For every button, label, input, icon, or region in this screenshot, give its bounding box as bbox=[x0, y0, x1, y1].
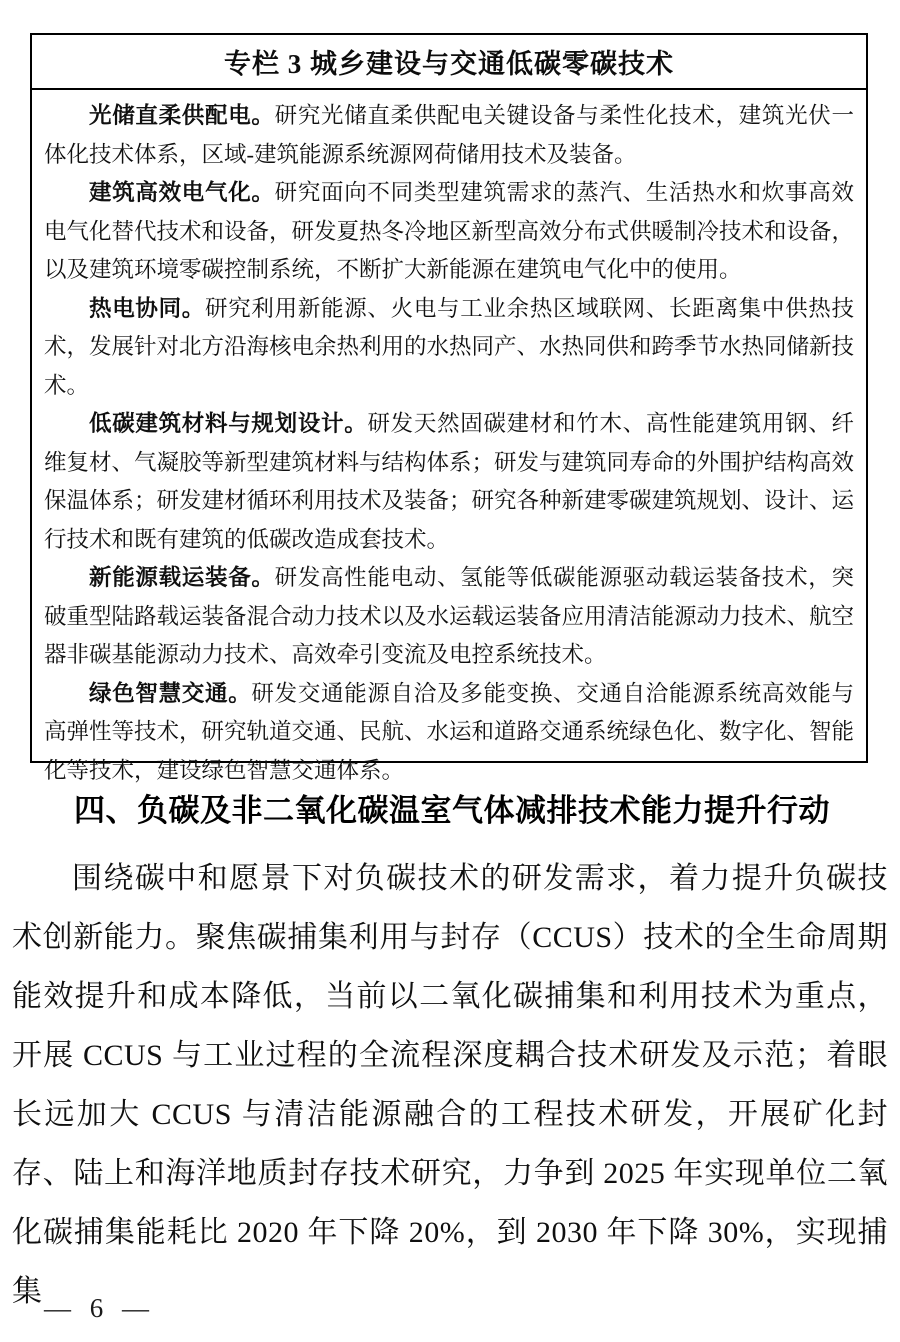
box-paragraph-3-lead: 热电协同。 bbox=[89, 295, 206, 321]
section-heading-4: 四、负碳及非二氧化碳温室气体减排技术能力提升行动 bbox=[74, 793, 830, 828]
callout-box-column-3 bbox=[30, 33, 868, 783]
box-paragraph-3 bbox=[44, 290, 854, 406]
box-paragraph-4-text: 研发天然固碳建材和竹木、高性能建筑用钢、纤维复材、气凝胶等新型建筑材料与结构体系；研发与建筑同寿命的外围护结构高效保温体系；研发建材循环利用技术及装备；研究各种新建零碳建筑规划、设计、运行技术和既有建筑的低碳改造成套技术。 bbox=[44, 411, 855, 552]
box-paragraph-5-text: 研发高性能电动、氢能等低碳能源驱动载运装备技术，突破重型陆路载运装备混合动力技术以及水运载运装备应用清洁能源动力技术、航空器非碳基能源动力技术、高效牵引变流及电控系统技术。 bbox=[44, 565, 855, 667]
box-paragraph-6 bbox=[44, 675, 854, 791]
box-paragraph-6-lead: 绿色智慧交通。 bbox=[89, 680, 252, 706]
box-paragraph-1-lead: 光储直柔供配电。 bbox=[89, 103, 275, 128]
box-paragraph-2 bbox=[44, 174, 854, 290]
section-body-paragraph: 围绕碳中和愿景下对负碳技术的研发需求，着力提升负碳技术创新能力。聚焦碳捕集利用与封存（CCUS）技术的全生命周期能效提升和成本降低，当前以二氧化碳捕集和利用技术为重点，开展 CCUS 与工业过程的全流程深度耦合技术研发及示范；着眼长远加大 CCUS 与清洁能源融合的工程技术研发，开展矿化封存、陆上和海洋地质封存技术研究，力争到 2025 年实现单位二氧化碳捕集能耗比 2020 年下降 20%，到 2030 年下降 30%，实现捕集 bbox=[12, 862, 888, 1308]
box-paragraph-1 bbox=[44, 97, 854, 174]
box-paragraph-3-text: 研究利用新能源、火电与工业余热区域联网、长距离集中供热技术，发展针对北方沿海核电余热利用的水热同产、水热同供和跨季节水热同储新技术。 bbox=[44, 295, 855, 398]
box-paragraph-4 bbox=[44, 405, 854, 559]
callout-box-title: 专栏 3 城乡建设与交通低碳零碳技术 bbox=[32, 35, 866, 90]
box-paragraph-5 bbox=[44, 559, 854, 675]
callout-box-body bbox=[32, 90, 866, 790]
box-paragraph-1-text: 研究光储直柔供配电关键设备与柔性化技术，建筑光伏一体化技术体系，区域-建筑能源系统源网荷储用技术及装备。 bbox=[44, 103, 854, 167]
box-paragraph-5-lead: 新能源载运装备。 bbox=[89, 565, 275, 590]
box-paragraph-4-lead: 低碳建筑材料与规划设计。 bbox=[89, 411, 368, 436]
box-paragraph-2-lead: 建筑高效电气化。 bbox=[89, 180, 275, 205]
box-paragraph-6-text: 研发交通能源自洽及多能变换、交通自洽能源系统高效能与高弹性等技术，研究轨道交通、民航、水运和道路交通系统绿色化、数字化、智能化等技术，建设绿色智慧交通体系。 bbox=[44, 680, 855, 783]
box-paragraph-2-text: 研究面向不同类型建筑需求的蒸汽、生活热水和炊事高效电气化替代技术和设备，研发夏热冬冷地区新型高效分布式供暖制冷技术和设备，以及建筑环境零碳控制系统，不断扩大新能源在建筑电气化中的使用。 bbox=[44, 180, 855, 282]
page-number: — 6 — bbox=[44, 1293, 155, 1323]
